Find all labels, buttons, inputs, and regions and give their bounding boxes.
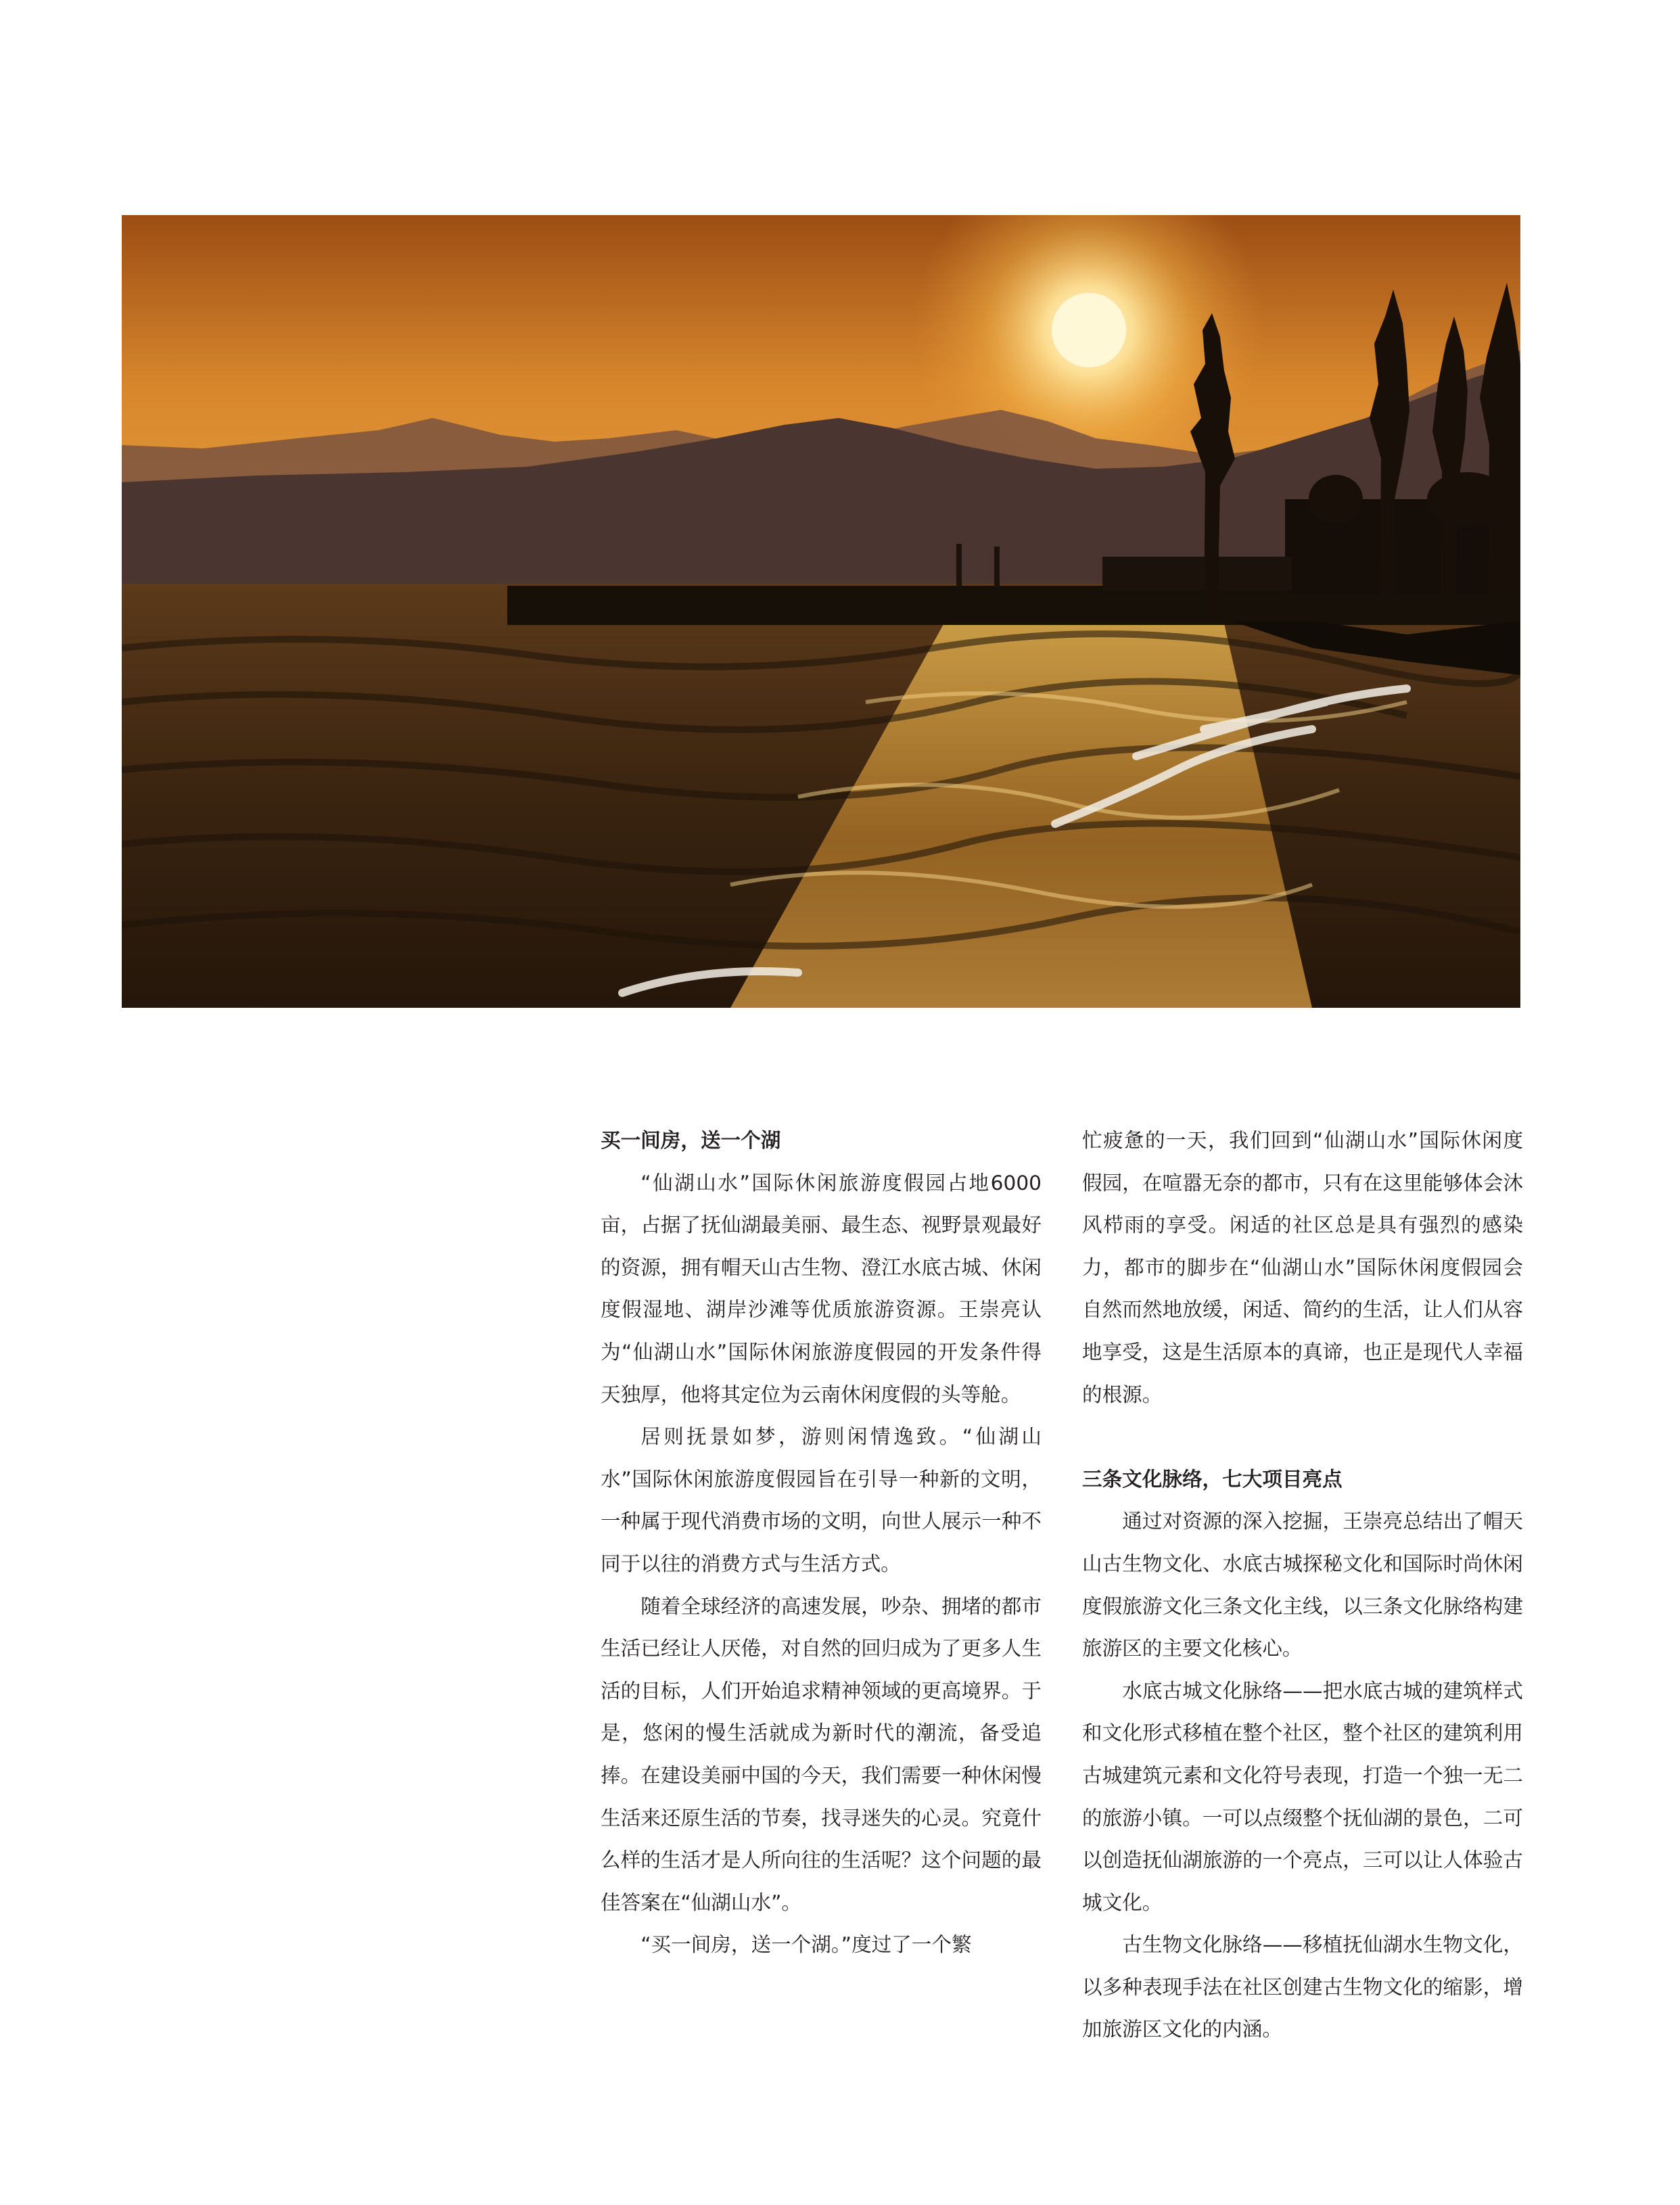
- paragraph: 水底古城文化脉络——把水底古城的建筑样式和文化形式移植在整个社区，整个社区的建筑利用古城建筑元素和文化符号表现，打造一个独一无二的旅游小镇。一可以点缀整个抚仙湖的景色，二可以创造抚仙湖旅游的一个亮点，三可以让人体验古城文化。: [1082, 1679, 1523, 1914]
- sunset-lake-photo: [122, 215, 1520, 1008]
- sunset-lake-illustration: [122, 215, 1520, 1008]
- paragraph: 通过对资源的深入挖掘，王崇亮总结出了帽天山古生物文化、水底古城探秘文化和国际时尚休闲度假旅游文化三条文化主线，以三条文化脉络构建旅游区的主要文化核心。: [1082, 1510, 1523, 1661]
- paragraph: 古生物文化脉络——移植抚仙湖水生物文化，以多种表现手法在社区创建古生物文化的缩影，增加旅游区文化的内涵。: [1082, 1933, 1523, 2041]
- paragraph: “仙湖山水”国际休闲旅游度假园占地6000亩，占据了抚仙湖最美丽、最生态、视野景观最好的资源，拥有帽天山古生物、澄江水底古城、休闲度假湿地、湖岸沙滩等优质旅游资源。王崇亮认为“仙湖山水”国际休闲旅游度假园的开发条件得天独厚，他将其定位为云南休闲度假的头等舱。: [601, 1171, 1042, 1406]
- sun: [1052, 293, 1126, 367]
- paragraph: “买一间房，送一个湖。”度过了一个繁: [640, 1933, 972, 1957]
- paragraph: 居则抚景如梦，游则闲情逸致。“仙湖山水”国际休闲旅游度假园旨在引导一种新的文明，一种属于现代消费市场的文明，向世人展示一种不同于以往的消费方式与生活方式。: [601, 1425, 1042, 1575]
- fence-silhouette: [1102, 557, 1292, 590]
- paragraph-continued: 忙疲惫的一天，我们回到“仙湖山水”国际休闲度假园，在喧嚣无奈的都市，只有在这里能够体会沐风栉雨的享受。闲适的社区总是具有强烈的感染力，都市的脚步在“仙湖山水”国际休闲度假园会自然而然地放缓，闲适、简约的生活，让人们从容地享受，这是生活原本的真谛，也正是现代人幸福的根源。: [1082, 1129, 1523, 1406]
- paragraph: 随着全球经济的高速发展，吵杂、拥堵的都市生活已经让人厌倦，对自然的回归成为了更多人生活的目标，人们开始追求精神领域的更高境界。于是，悠闲的慢生活就成为新时代的潮流，备受追捧。在建设美丽中国的今天，我们需要一种休闲慢生活来还原生活的节奏，找寻迷失的心灵。究竟什么样的生活才是人所向往的生活呢？这个问题的最佳答案在“仙湖山水”。: [601, 1594, 1042, 1914]
- article-right-column: [1082, 1119, 1523, 2051]
- section-heading-culture: 三条文化脉络，七大项目亮点: [1082, 1467, 1343, 1491]
- article-left-column: [601, 1119, 1042, 1966]
- section-heading-buy-house: 买一间房，送一个湖: [601, 1129, 781, 1152]
